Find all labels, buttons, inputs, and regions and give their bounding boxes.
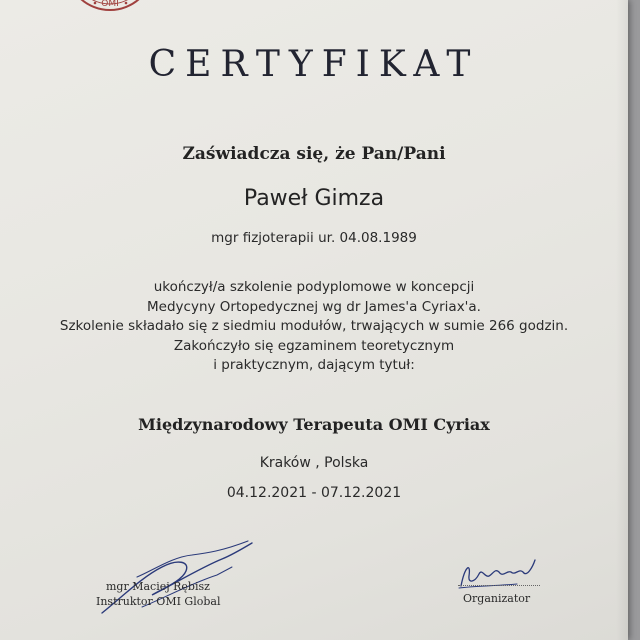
- organizer-signature: [455, 556, 545, 596]
- body-line: Szkolenie składało się z siedmiu modułów, trwających w sumie 266 godzin.: [59, 318, 569, 334]
- omi-seal-stamp: [60, 0, 160, 12]
- body-line: i praktycznym, dającym tytuł:: [213, 357, 415, 373]
- body-line: Medycyny Ortopedycznej wg dr James'a Cyriax'a.: [147, 298, 481, 315]
- body-line: ukończył/a szkolenie podyplomowe w koncepcji: [153, 279, 475, 295]
- certificate-body: [0, 278, 628, 376]
- recipient-name: Paweł Gimza: [243, 186, 385, 211]
- seal-text: OMI: [101, 0, 119, 9]
- recipient-qualification: mgr fizjoterapii ur. 04.08.1989: [211, 230, 417, 246]
- certificate-title: CERTYFIKAT: [148, 44, 480, 85]
- instructor-name: mgr Maciej Rębisz: [106, 580, 210, 593]
- course-dates: 04.12.2021 - 07.12.2021: [226, 485, 402, 501]
- organizer-role: Organizator: [463, 592, 531, 605]
- course-location: Kraków , Polska: [259, 455, 369, 471]
- instructor-role: Instruktor OMI Global: [96, 595, 221, 608]
- organizer-signature-line: [458, 585, 540, 586]
- body-line: Zakończyło się egzaminem teoretycznym: [173, 337, 455, 354]
- award-title: Międzynarodowy Terapeuta OMI Cyriax: [138, 415, 490, 434]
- certifies-line: Zaświadcza się, że Pan/Pani: [182, 144, 446, 164]
